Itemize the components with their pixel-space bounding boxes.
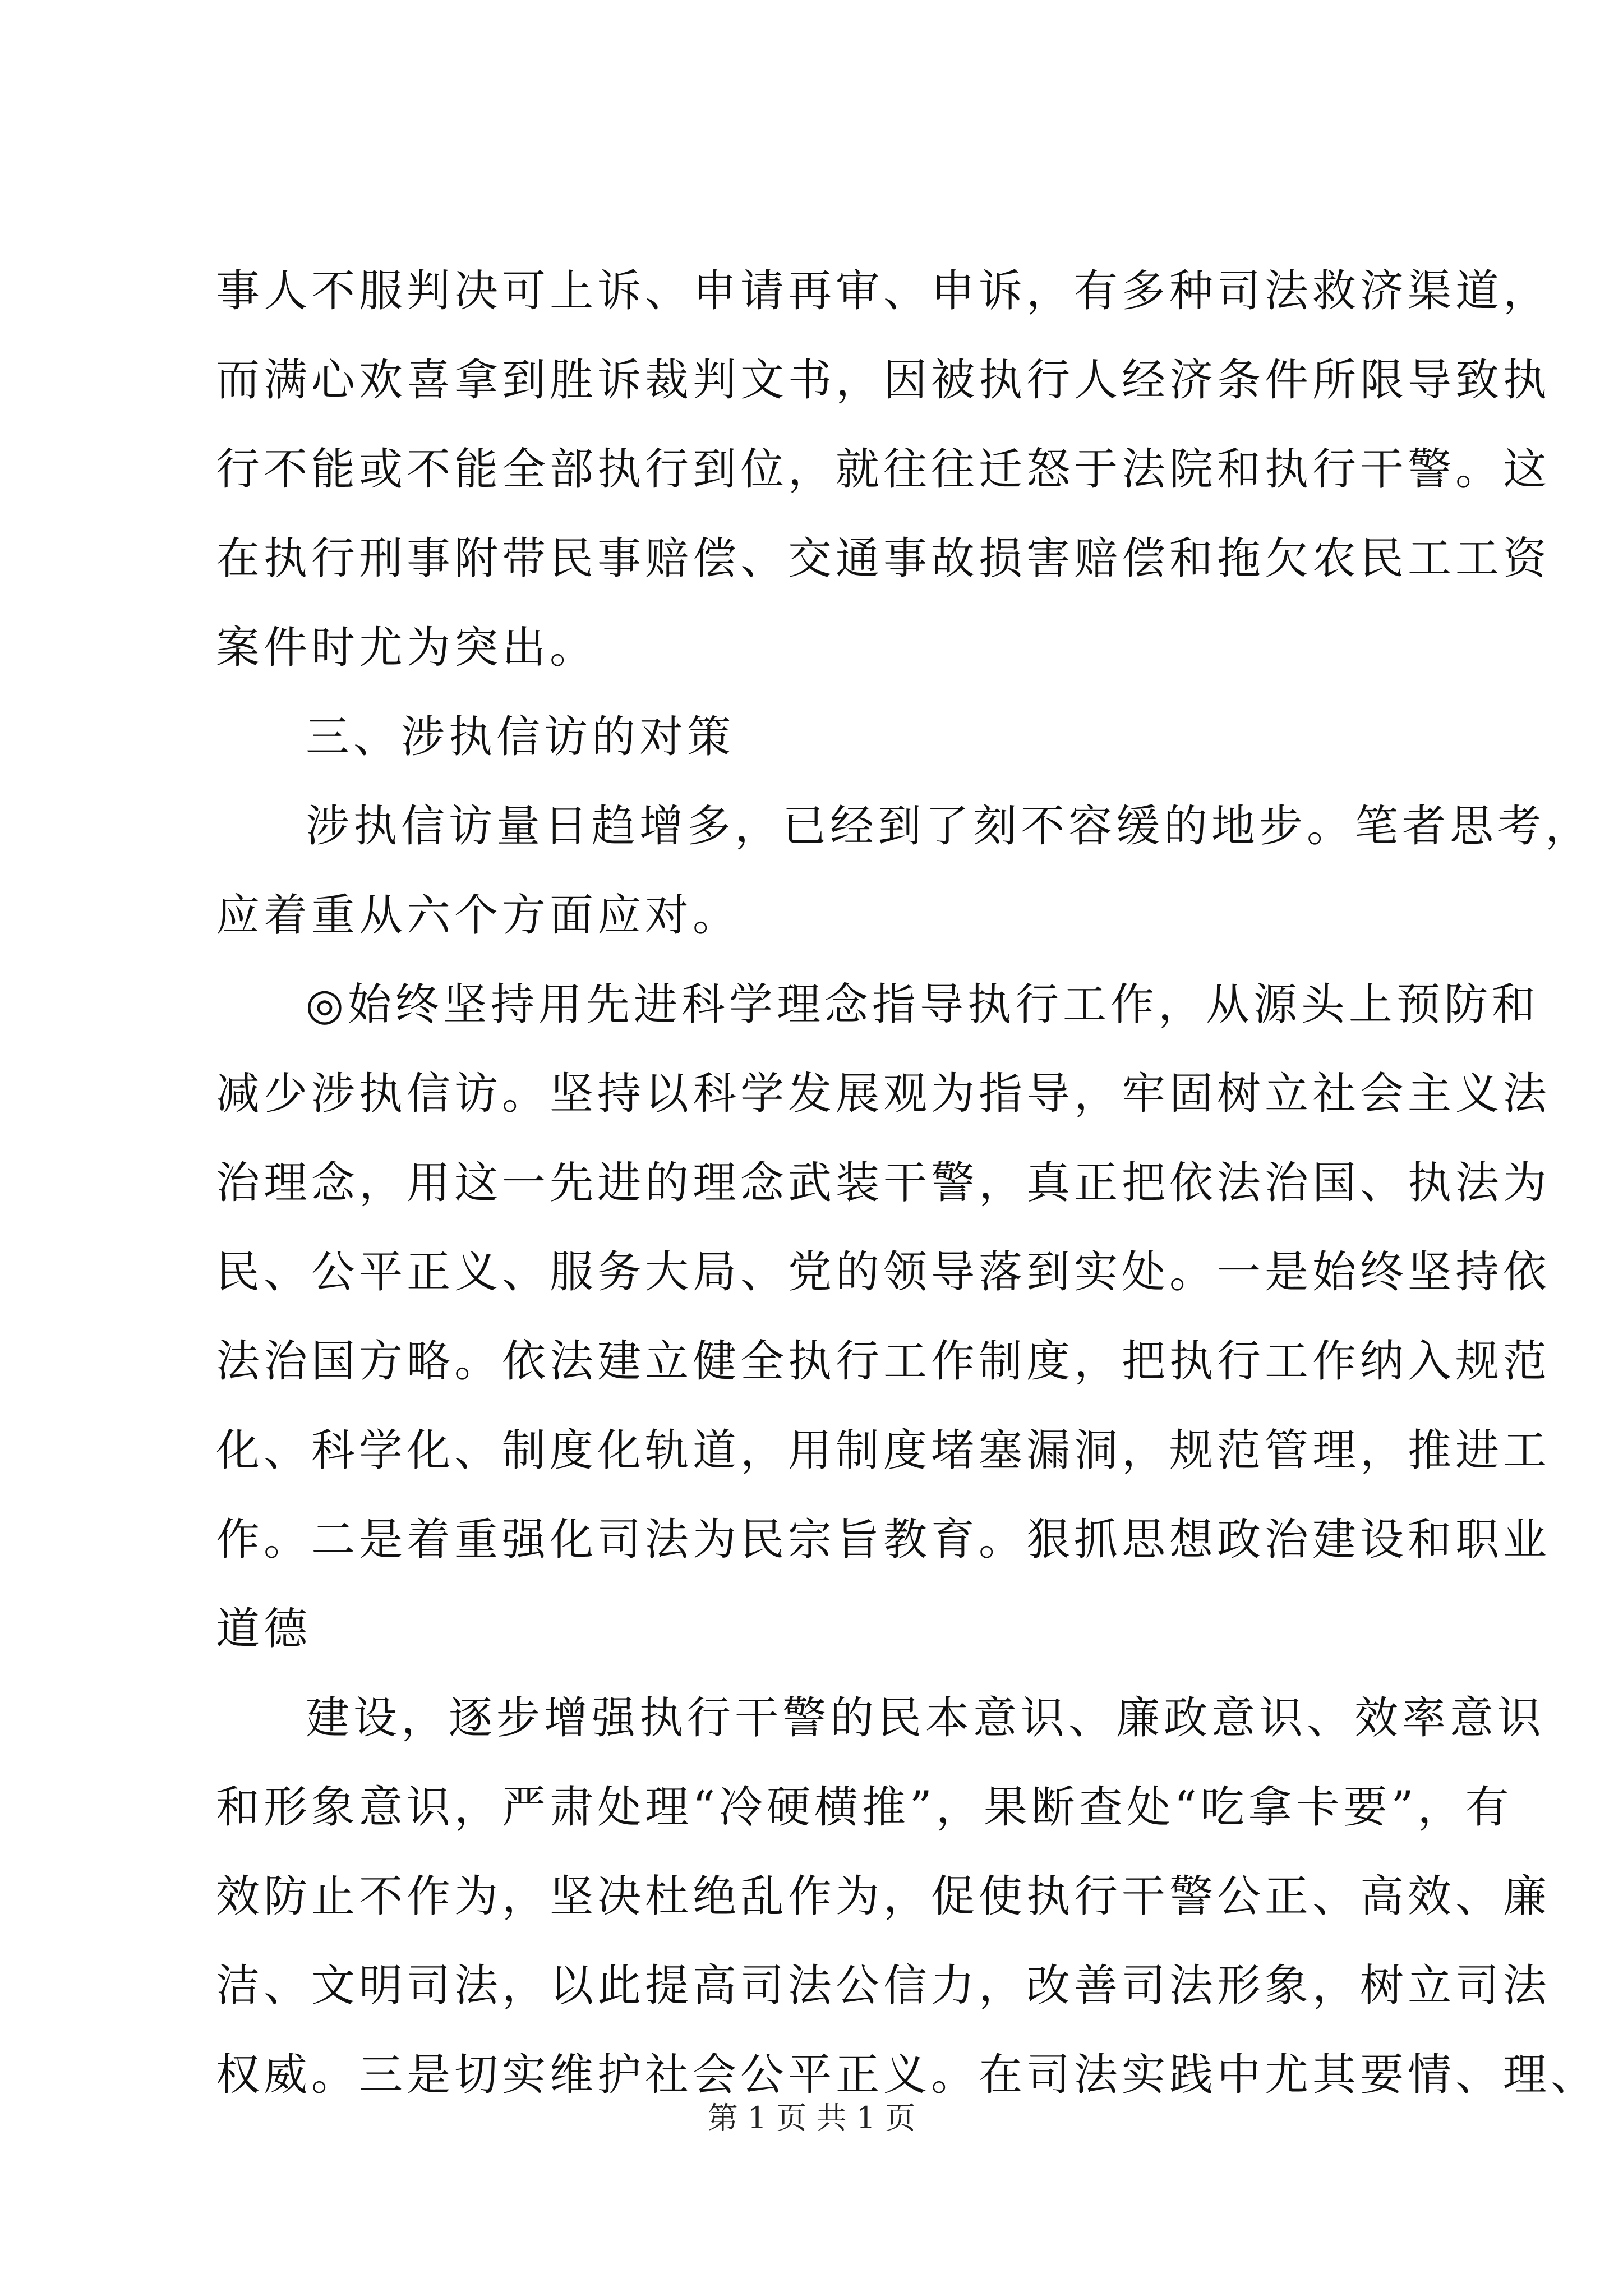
section-heading: 三、涉执信访的对策 (306, 712, 735, 762)
text-line: ◎始终坚持用先进科学理念指导执行工作，从源头上预防和 (306, 979, 1540, 1030)
text-line: 化、科学化、制度化轨道，用制度堵塞漏洞，规范管理，推进工 (216, 1425, 1551, 1476)
text-line: 权威。三是切实维护社会公平正义。在司法实践中尤其要情、理、 (216, 2050, 1599, 2100)
text-line: 在执行刑事附带民事赔偿、交通事故损害赔偿和拖欠农民工工资 (216, 533, 1551, 584)
text-line: 法治国方略。依法建立健全执行工作制度，把执行工作纳入规范 (216, 1336, 1551, 1387)
text-line: 减少涉执信访。坚持以科学发展观为指导，牢固树立社会主义法 (216, 1069, 1551, 1119)
text-line: 作。二是着重强化司法为民宗旨教育。狠抓思想政治建设和职业 (216, 1515, 1551, 1565)
text-line: 涉执信访量日趋增多，已经到了刻不容缓的地步。笔者思考， (306, 801, 1593, 852)
document-body (216, 247, 1599, 2120)
text-line: 效防止不作为，坚决杜绝乱作为，促使执行干警公正、高效、廉 (216, 1871, 1551, 1922)
text-line: 而满心欢喜拿到胜诉裁判文书，因被执行人经济条件所限导致执 (216, 355, 1551, 406)
text-line: 治理念，用这一先进的理念武装干警，真正把依法治国、执法为 (216, 1158, 1551, 1208)
text-line: 民、公平正义、服务大局、党的领导落到实处。一是始终坚持依 (216, 1247, 1551, 1297)
text-line: 行不能或不能全部执行到位，就往往迁怒于法院和执行干警。这 (216, 444, 1551, 495)
text-line: 道德 (216, 1604, 312, 1654)
text-line: 洁、文明司法，以此提高司法公信力，改善司法形象，树立司法 (216, 1961, 1551, 2011)
text-line: 事人不服判决可上诉、申请再审、申诉，有多种司法救济渠道， (216, 266, 1551, 316)
text-line: 建设，逐步增强执行干警的民本意识、廉政意识、效率意识 (306, 1693, 1546, 1743)
text-line: 和形象意识，严肃处理“冷硬横推”，果断查处“吃拿卡要”，有 (216, 1782, 1513, 1833)
text-line: 应着重从六个方面应对。 (216, 890, 741, 941)
text-line: 案件时尤为突出。 (216, 623, 598, 673)
page-number-footer: 第 1 页 共 1 页 (707, 2100, 916, 2136)
